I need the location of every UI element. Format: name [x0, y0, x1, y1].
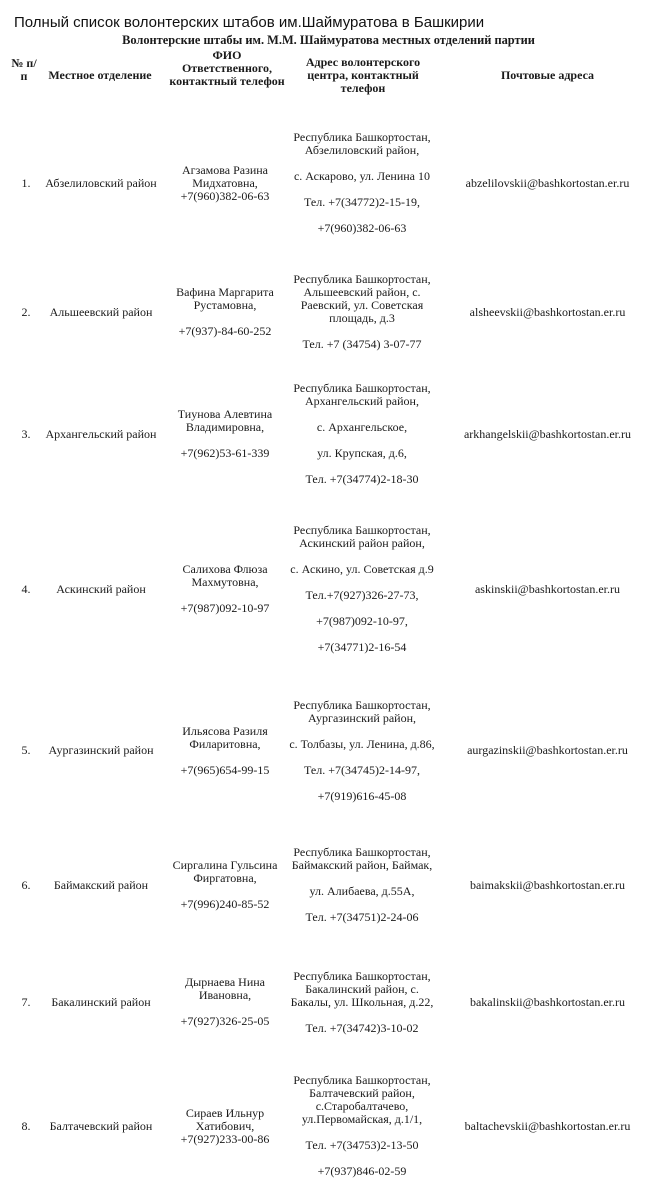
cell-paragraph: +7(937)846-02-59	[317, 1164, 407, 1178]
row-number: 5.	[21, 743, 31, 757]
department-name: Аургазинский район	[48, 743, 154, 757]
email-address[interactable]: aurgazinskii@bashkortostan.er.ru	[467, 743, 628, 757]
cell-paragraph: Тиунова Алевтина Владимировна,	[177, 407, 273, 434]
responsible-person	[166, 976, 284, 1028]
cell-paragraph: ул. Алибаева, д.55А,	[309, 884, 415, 898]
cell-paragraph: Республика Башкортостан, Бакалинский район, с. Бакалы, ул. Школьная, д.22,	[290, 968, 434, 1009]
cell-paragraph: +7(996)240-85-52	[180, 897, 270, 911]
cell-paragraph: Тел. +7(34753)2-13-50	[305, 1138, 419, 1152]
cell-paragraph: +7(927)326-25-05	[180, 1014, 270, 1028]
row-number: 2.	[21, 304, 31, 319]
cell-paragraph: Тел. +7(34745)2-14-97,	[304, 762, 420, 777]
cell-paragraph: с. Толбазы, ул. Ленина, д.86,	[289, 736, 435, 751]
row-number: 6.	[21, 877, 31, 892]
cell-paragraph: Республика Башкортостан, Абзелиловский район,	[293, 130, 431, 157]
cell-paragraph: +7(937)-84-60-252	[178, 324, 272, 338]
cell-paragraph: Республика Башкортостан, Аургазинский район,	[293, 697, 431, 725]
email-address[interactable]: arkhangelskii@bashkortostan.er.ru	[463, 426, 631, 441]
department-name: Альшеевский район	[49, 304, 153, 319]
cell-paragraph: +7(987)092-10-97	[180, 601, 270, 615]
responsible-person	[166, 563, 284, 615]
row-number: 1.	[21, 175, 31, 190]
email-address[interactable]: bakalinskii@bashkortostan.er.ru	[469, 994, 626, 1009]
department-name: Бакалинский район	[51, 994, 151, 1009]
cell-paragraph: Тел. +7(34742)3-10-02	[305, 1020, 419, 1035]
responsible-person	[166, 408, 284, 460]
department-name: Аскинский район	[56, 581, 146, 596]
row-number: 7.	[21, 994, 31, 1009]
email-address[interactable]: abzelilovskii@bashkortostan.er.ru	[465, 175, 630, 190]
table-row	[0, 373, 657, 495]
cell-paragraph: Тел. +7(34751)2-24-06	[305, 910, 419, 924]
responsible-person	[166, 164, 284, 203]
cell-paragraph: +7(987)092-10-97,	[316, 614, 408, 628]
cell-paragraph: Республика Башкортостан, Баймакский район, Баймак,	[291, 845, 433, 872]
center-address	[286, 1074, 438, 1178]
table-row	[0, 831, 657, 939]
cell-paragraph: Республика Башкортостан, Аскинский район район,	[293, 523, 431, 550]
table-row	[0, 117, 657, 249]
cell-paragraph: +7(960)382-06-63	[317, 221, 407, 235]
cell-paragraph: +7(34771)2-16-54	[317, 640, 407, 654]
cell-paragraph: Тел. +7(34774)2-18-30	[305, 472, 419, 486]
cell-paragraph: Сираев Ильнур Хатибович, +7(927)233-00-86	[180, 1105, 270, 1146]
header-address: Адрес волонтерского центра, контактный телефон	[305, 55, 421, 95]
row-number: 4.	[21, 581, 31, 596]
cell-paragraph: ул. Крупская, д.6,	[317, 446, 407, 460]
header-email: Почтовые адреса	[500, 68, 595, 82]
cell-paragraph: Тел.+7(927)326-27-73,	[305, 588, 419, 602]
table-row	[0, 262, 657, 362]
cell-paragraph: с. Аскарово, ул. Ленина 10	[293, 169, 430, 183]
row-number: 3.	[21, 426, 31, 441]
department-name: Баймакский район	[53, 877, 149, 892]
cell-paragraph: Дырнаева Нина Ивановна,	[185, 975, 265, 1002]
cell-paragraph: Республика Башкортостан, Балтачевский район, с.Старобалтачево, ул.Первомайская, д.1/1,	[293, 1073, 431, 1126]
center-address	[286, 699, 438, 803]
table-row	[0, 509, 657, 669]
header-department: Местное отделение	[48, 68, 152, 82]
center-address	[286, 846, 438, 924]
cell-paragraph: +7(962)53-61-339	[180, 446, 270, 460]
cell-paragraph: Салихова Флюза Махмутовна,	[182, 562, 268, 589]
email-address[interactable]: baimakskii@bashkortostan.er.ru	[469, 877, 626, 892]
responsible-person	[166, 286, 284, 338]
center-address	[286, 524, 438, 654]
cell-paragraph: +7(919)616-45-08	[317, 788, 407, 803]
cell-paragraph: Тел. +7(34772)2-15-19,	[304, 195, 420, 209]
table-title: Волонтерские штабы им. М.М. Шаймуратова местных отделений партии	[122, 33, 535, 47]
center-address	[286, 131, 438, 235]
email-address[interactable]: alsheevskii@bashkortostan.er.ru	[469, 304, 626, 319]
cell-paragraph: Ильясова Разиля Филаритовна,	[182, 723, 268, 751]
center-address	[286, 382, 438, 486]
cell-paragraph: с. Аскино, ул. Советская д.9	[290, 562, 434, 576]
department-name: Балтачевский район	[49, 1118, 153, 1133]
center-address	[286, 273, 438, 351]
table-row	[0, 683, 657, 818]
cell-paragraph: Сиргалина Гульсина Фиргатовна,	[172, 858, 278, 885]
responsible-person	[166, 725, 284, 777]
cell-paragraph: Республика Башкортостан, Архангельский район,	[293, 381, 431, 408]
row-number: 8.	[21, 1118, 31, 1133]
department-name: Архангельский район	[45, 426, 157, 441]
email-address[interactable]: askinskii@bashkortostan.er.ru	[474, 581, 621, 596]
center-address	[286, 970, 438, 1035]
table-row	[0, 953, 657, 1051]
responsible-person	[166, 1107, 284, 1146]
page-title: Полный список волонтерских штабов им.Шаймуратова в Башкирии	[14, 14, 485, 31]
cell-paragraph: Республика Башкортостан, Альшеевский район, с. Раевский, ул. Советская площадь, д.3	[293, 272, 431, 325]
header-responsible: ФИО Ответственного, контактный телефон	[169, 48, 285, 88]
table-row	[0, 1063, 657, 1189]
cell-paragraph: с. Архангельское,	[316, 420, 408, 434]
cell-paragraph: +7(965)654-99-15	[180, 762, 270, 777]
responsible-person	[166, 859, 284, 911]
cell-paragraph: Тел. +7 (34754) 3-07-77	[302, 337, 422, 351]
department-name: Абзелиловский район	[45, 175, 157, 190]
cell-paragraph: Агзамова Разина Мидхатовна, +7(960)382-06-63	[180, 162, 270, 203]
cell-paragraph: Вафина Маргарита Рустамовна,	[176, 285, 274, 312]
header-num: № п/п	[11, 56, 37, 83]
email-address[interactable]: baltachevskii@bashkortostan.er.ru	[464, 1118, 631, 1133]
